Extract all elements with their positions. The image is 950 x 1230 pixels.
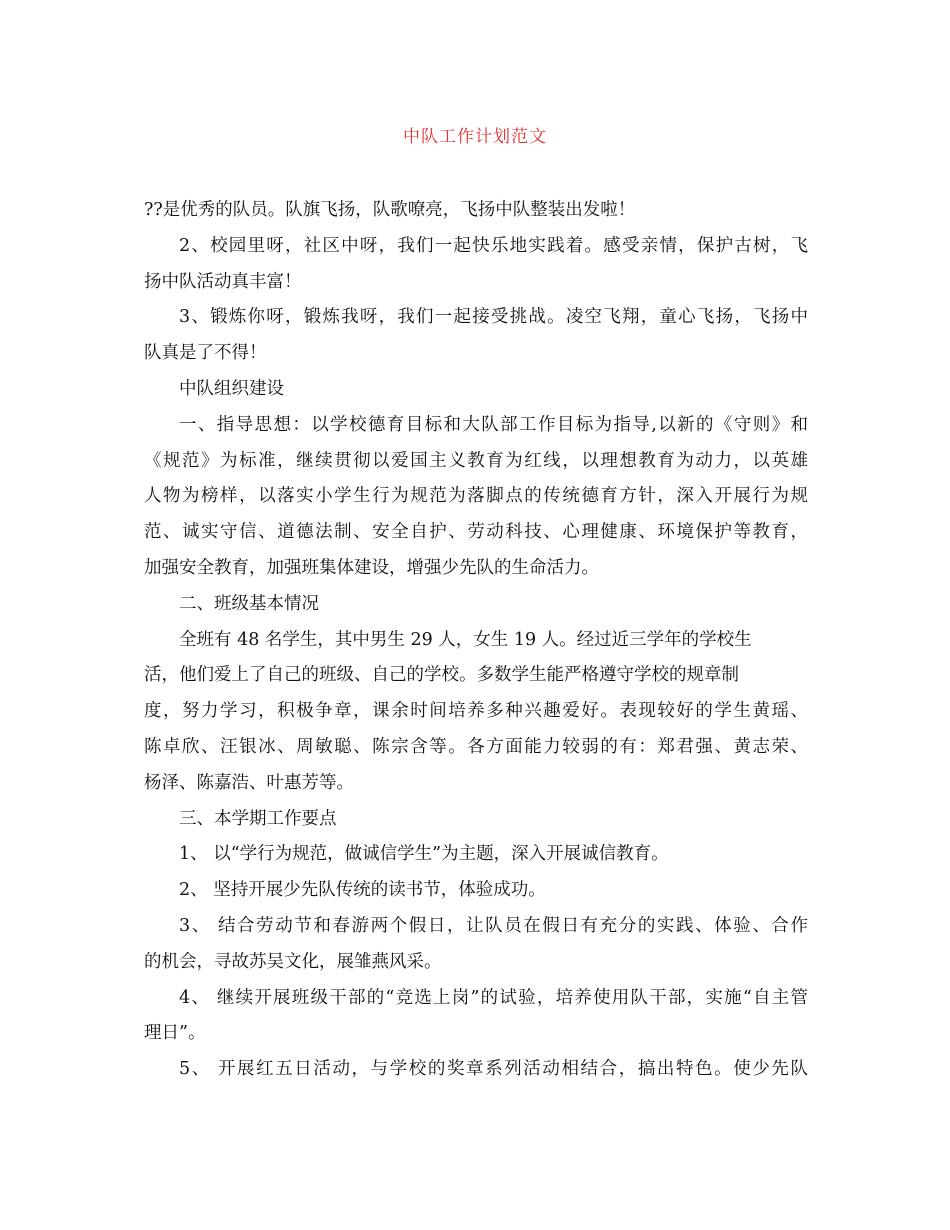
text-line: 4、 继续开展班级干部的“竞选上岗”的试验，培养使用队干部，实施“自主管 (179, 987, 808, 1008)
text-line: 二、班级基本情况 (179, 593, 319, 614)
text-line: 理日”。 (144, 1023, 206, 1044)
text-line: 中队组织建设 (179, 378, 284, 399)
text-line: 队真是了不得！ (144, 343, 267, 364)
text-line: ??是优秀的队员。队旗飞扬，队歌嘹亮，飞扬中队整装出发啦！ (144, 200, 636, 220)
text-line: 活，他们爱上了自己的班级、自己的学校。多数学生能严格遵守学校的规章制 (144, 665, 739, 686)
text-line: 3、 结合劳动节和春游两个假日，让队员在假日有充分的实践、体验、合作 (179, 915, 808, 936)
document-body (144, 193, 808, 1088)
text-line: 2、校园里呀，社区中呀，我们一起快乐地实践着。感受亲情，保护古树，飞 (179, 235, 808, 256)
text-line: 加强安全教育，加强班集体建设，增强少先队的生命活力。 (144, 557, 599, 578)
text-line: 杨泽、陈嘉浩、叶惠芳等。 (144, 772, 354, 793)
text-line: 全班有 48 名学生，其中男生 29 人，女生 19 人。经过近三学年的学校生 (179, 629, 752, 650)
text-line: 的机会，寻故苏吴文化，展雏燕风采。 (144, 951, 442, 972)
text-line: 3、锻炼你呀，锻炼我呀，我们一起接受挑战。凌空飞翔，童心飞扬，飞扬中 (179, 307, 808, 328)
text-line: 度，努力学习，积极争章，课余时间培养多种兴趣爱好。表现较好的学生黄瑶、 (144, 701, 808, 722)
text-line: 陈卓欣、汪银冰、周敏聪、陈宗含等。各方面能力较弱的有：郑君强、黄志荣、 (144, 736, 808, 757)
text-line: 5、 开展红五日活动，与学校的奖章系列活动相结合，搞出特色。使少先队 (179, 1059, 808, 1080)
document-title: 中队工作计划范文 (403, 127, 547, 147)
text-line: 扬中队活动真丰富！ (144, 271, 302, 292)
text-line: 1、 以“学行为规范，做诚信学生”为主题，深入开展诚信教育。 (179, 844, 669, 865)
text-line: 2、 坚持开展少先队传统的读书节，体验成功。 (179, 880, 546, 901)
text-line: 一、指导思想：以学校德育目标和大队部工作目标为指导,以新的《守则》和 (179, 414, 808, 435)
text-line: 范、诚实守信、道德法制、安全自护、劳动科技、心理健康、环境保护等教育， (144, 522, 808, 543)
text-line: 三、本学期工作要点 (179, 808, 337, 829)
text-line: 人物为榜样，以落实小学生行为规范为落脚点的传统德育方针，深入开展行为规 (144, 486, 808, 507)
text-line: 《规范》为标准，继续贯彻以爱国主义教育为红线，以理想教育为动力，以英雄 (144, 450, 808, 471)
